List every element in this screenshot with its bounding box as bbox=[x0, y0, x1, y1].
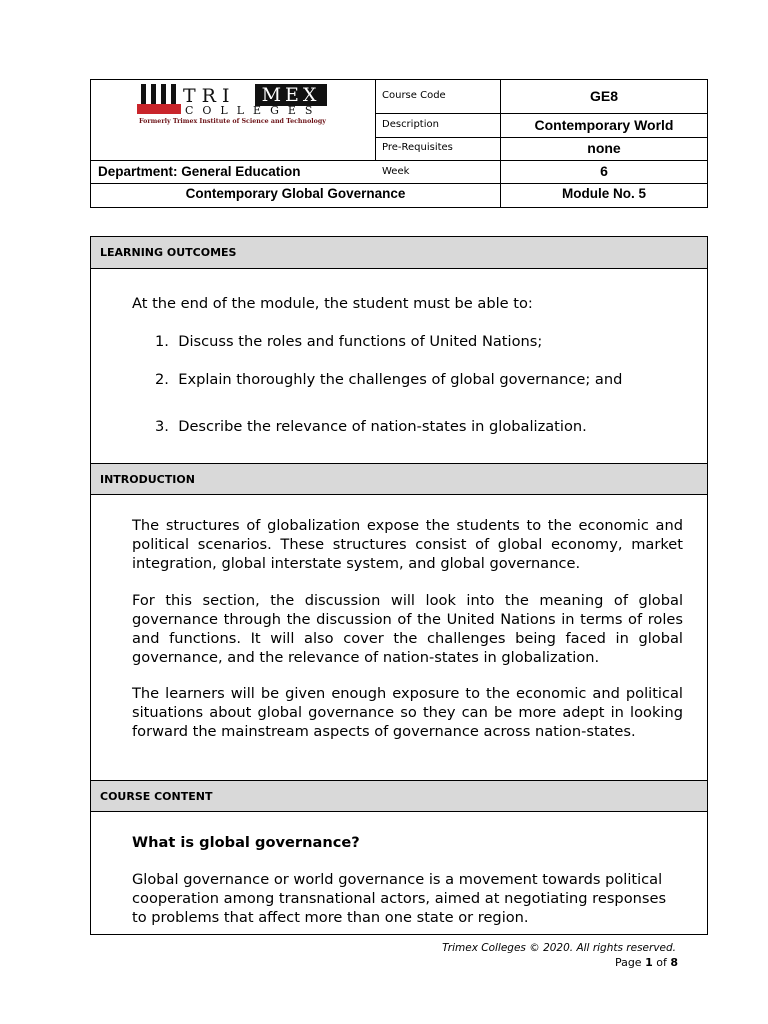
department-label: Department: General Education bbox=[98, 164, 301, 179]
description-value: Contemporary World bbox=[534, 117, 674, 133]
introduction-paragraph: The structures of globalization expose the students to the economic and political scenarios. These structures consist of global economy, market integration, global interstate system, and global governance. bbox=[132, 517, 683, 572]
introduction-paragraph: For this section, the discussion will look into the meaning of global governance through the discussion of the United Nations in terms of roles and functions. It will also cover the challenges being faced in global governance, and the relevance of nation-states in globalization. bbox=[132, 592, 683, 666]
course-code-value: GE8 bbox=[589, 88, 618, 104]
outcome-text: Discuss the roles and functions of United Nations; bbox=[178, 333, 543, 350]
module-number: Module No. 5 bbox=[562, 186, 646, 201]
page-total: 8 bbox=[670, 956, 678, 969]
outcome-item bbox=[155, 332, 542, 351]
page-of: of bbox=[656, 956, 667, 969]
introduction-paragraph: The learners will be given enough exposure to the economic and political situations about global governance so they can be more adept in looking forward the mainstream aspects of governance across nation-states. bbox=[132, 685, 683, 740]
outcome-item bbox=[155, 417, 587, 436]
copyright-footer: Trimex Colleges © 2020. All rights reserved. bbox=[442, 942, 676, 954]
page-current: 1 bbox=[645, 956, 653, 969]
module-topic: Contemporary Global Governance bbox=[185, 186, 406, 201]
week-value: 6 bbox=[600, 163, 608, 179]
course-content-paragraph: Global governance or world governance is a movement towards political cooperation among transnational actors, aimed at negotiating responses to problems that affect more than one state or region. bbox=[132, 871, 667, 926]
trimex-logo bbox=[137, 84, 329, 128]
description-label: Description bbox=[382, 119, 439, 130]
course-content-heading: COURSE CONTENT bbox=[91, 780, 707, 812]
learning-outcomes-heading: LEARNING OUTCOMES bbox=[91, 237, 707, 269]
outcome-number: 3. bbox=[155, 418, 169, 435]
page-word: Page bbox=[614, 956, 642, 969]
logo-word-right: MEX bbox=[255, 84, 327, 106]
course-code-label: Course Code bbox=[382, 90, 446, 101]
logo-emblem-icon bbox=[137, 84, 177, 114]
logo-subtitle: COLLEGES bbox=[185, 104, 322, 117]
logo-formerly-text: Formerly Trimex Institute of Science and Technology bbox=[139, 118, 326, 125]
outcome-text: Explain thoroughly the challenges of global governance; and bbox=[178, 371, 623, 388]
outcome-number: 2. bbox=[155, 371, 169, 388]
week-label: Week bbox=[382, 166, 410, 177]
logo-word-left: TRI bbox=[183, 85, 236, 107]
prerequisites-value: none bbox=[587, 140, 621, 156]
page-number bbox=[615, 956, 678, 969]
introduction-heading: INTRODUCTION bbox=[91, 463, 707, 495]
outcome-text: Describe the relevance of nation-states in globalization. bbox=[178, 418, 587, 435]
learning-outcomes-intro: At the end of the module, the student must be able to: bbox=[132, 295, 533, 312]
course-header-table bbox=[90, 79, 708, 208]
course-content-subheading: What is global governance? bbox=[132, 834, 360, 851]
prerequisites-label: Pre-Requisites bbox=[382, 142, 453, 153]
outcome-number: 1. bbox=[155, 333, 169, 350]
outcome-item bbox=[155, 370, 622, 389]
